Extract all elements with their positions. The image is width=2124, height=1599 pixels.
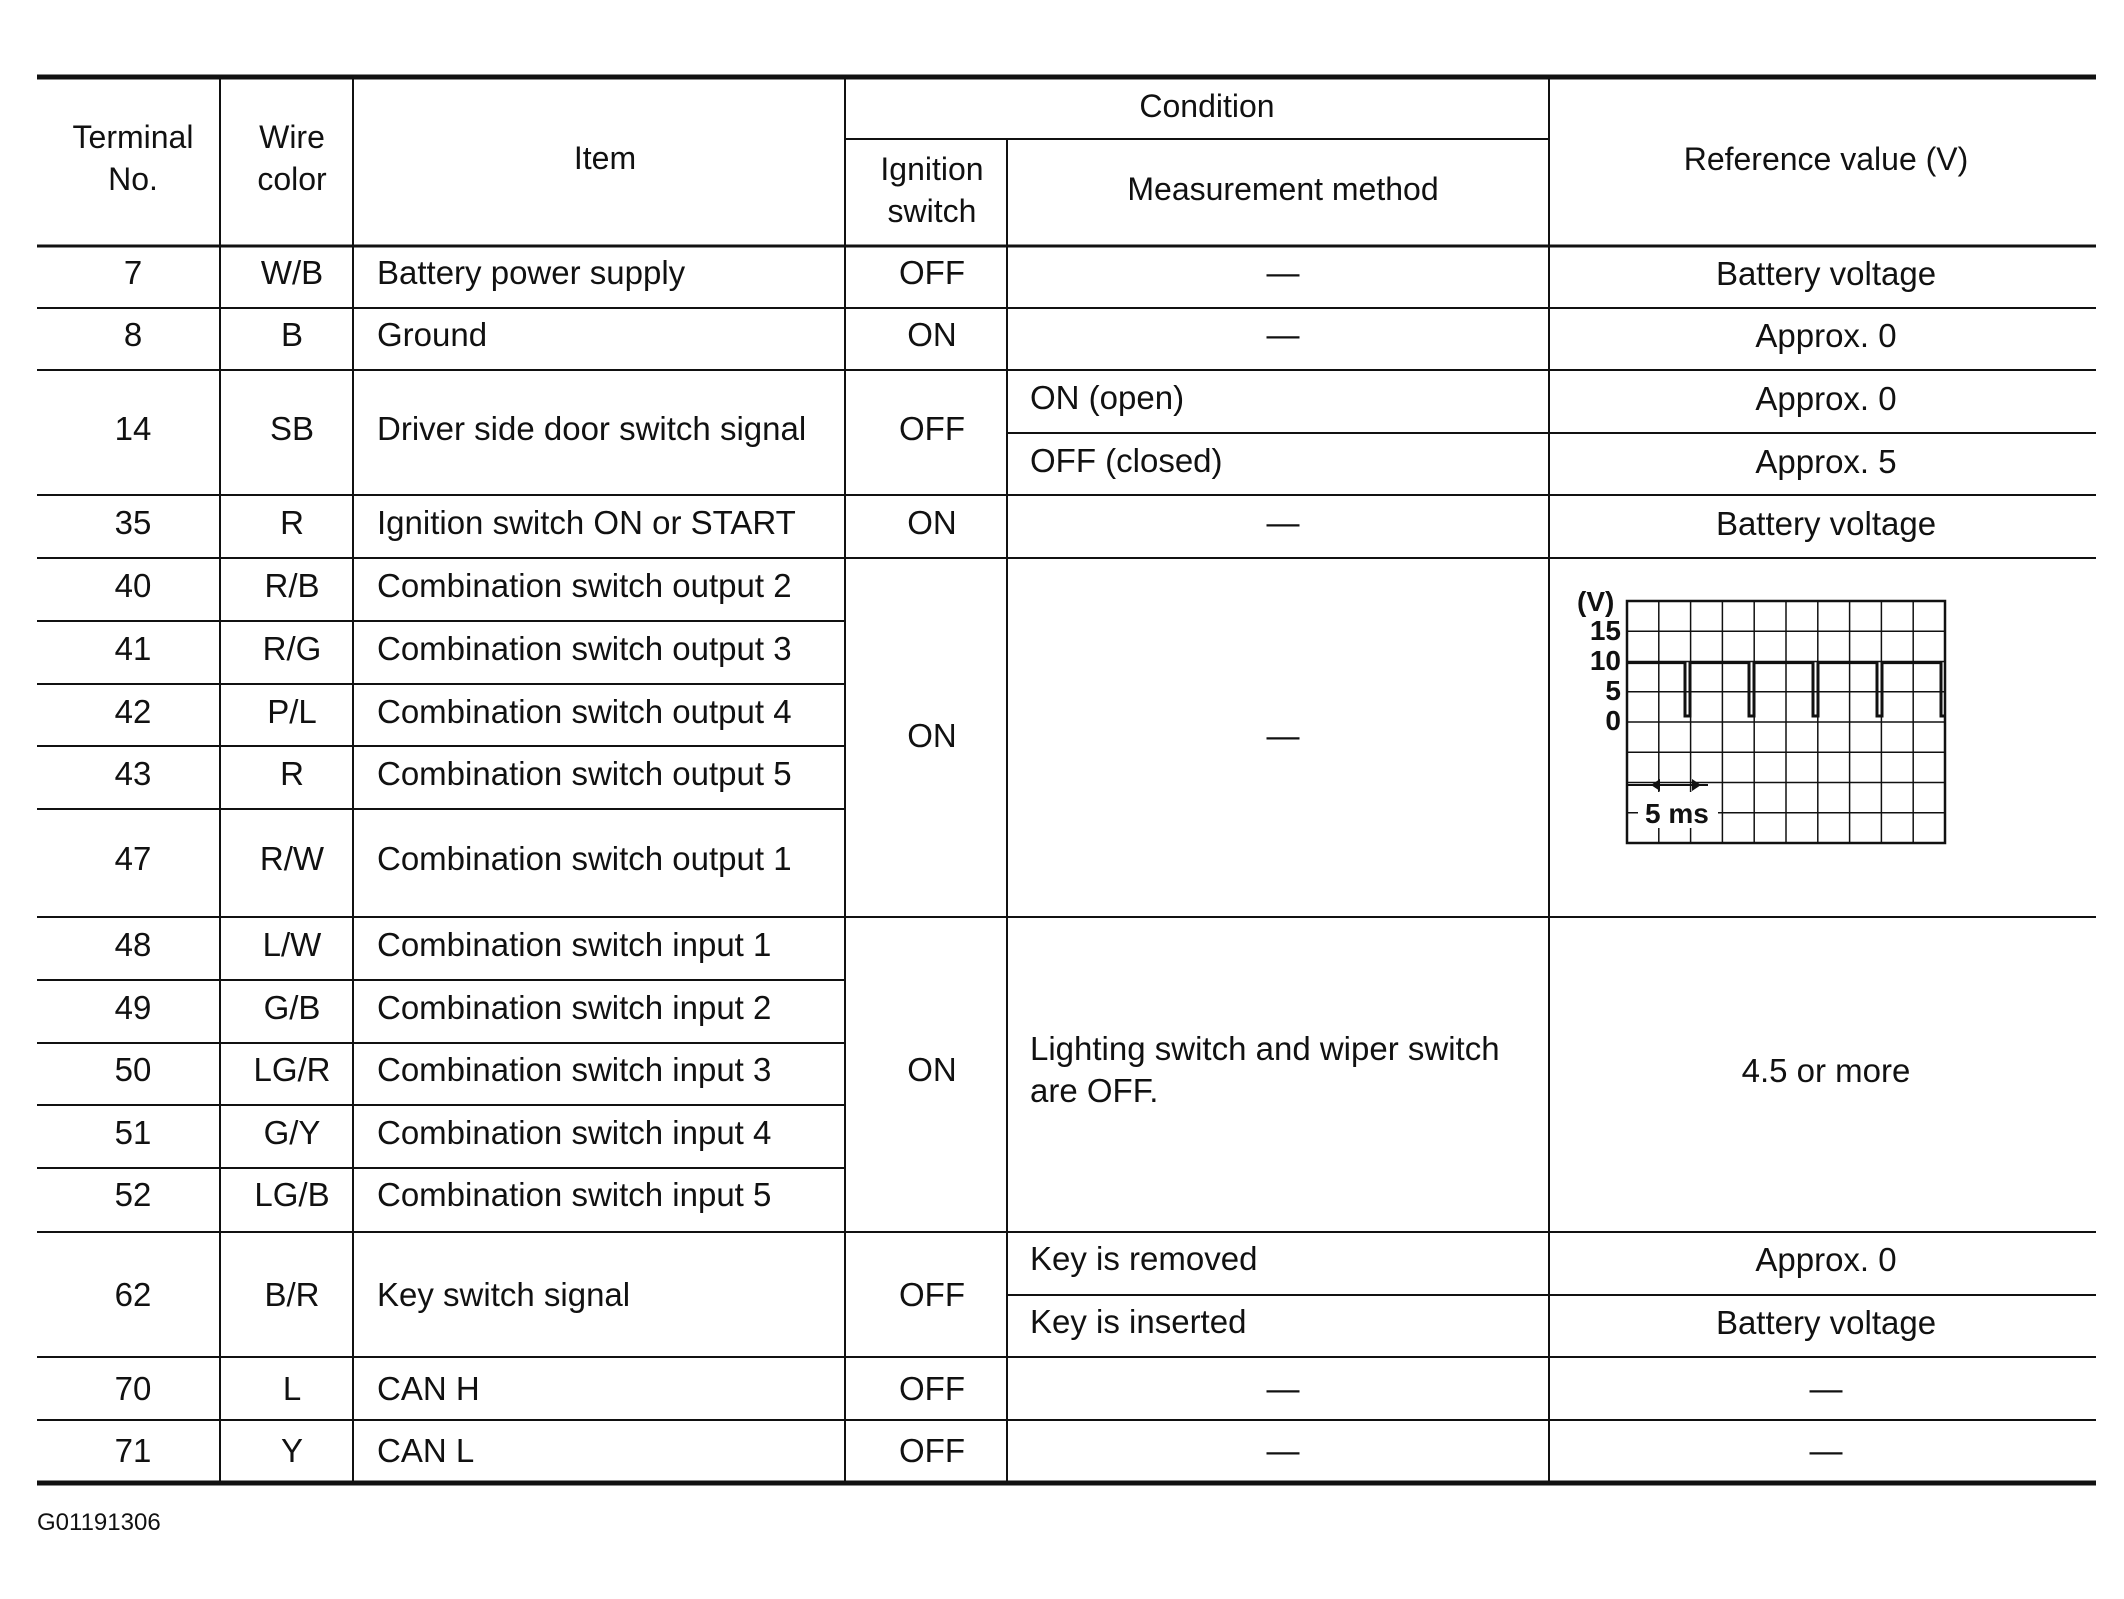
header-wire-line1: Wire bbox=[259, 119, 325, 155]
measurement-method: — bbox=[1266, 1370, 1300, 1407]
item-name: Combination switch input 5 bbox=[377, 1176, 772, 1213]
terminal-no: 71 bbox=[114, 1432, 152, 1469]
terminal-no: 70 bbox=[114, 1370, 152, 1407]
ignition-state: OFF bbox=[899, 410, 965, 447]
item-name: CAN L bbox=[377, 1432, 475, 1469]
terminal-no: 42 bbox=[114, 693, 152, 730]
terminal-no: 50 bbox=[114, 1051, 152, 1088]
terminal-no: 49 bbox=[114, 989, 152, 1026]
wire-color: LG/B bbox=[254, 1176, 330, 1213]
ignition-state: OFF bbox=[899, 1276, 965, 1313]
waveform-unit-label: (V) bbox=[1577, 586, 1615, 617]
reference-value: Approx. 5 bbox=[1755, 443, 1897, 480]
terminal-no: 47 bbox=[114, 840, 152, 877]
wire-color: R/W bbox=[259, 840, 325, 877]
header-condition: Condition bbox=[1139, 88, 1275, 124]
table-row bbox=[115, 379, 1897, 480]
wire-color: L bbox=[282, 1370, 302, 1407]
waveform-y-tick: 15 bbox=[1589, 615, 1621, 646]
waveform-y-tick: 5 bbox=[1605, 675, 1621, 706]
header-terminal-line1: Terminal bbox=[72, 119, 194, 155]
measurement-method: ON (open) bbox=[1030, 379, 1185, 416]
item-name: Combination switch output 5 bbox=[377, 755, 792, 792]
item-name: Combination switch output 2 bbox=[377, 567, 792, 604]
terminal-no: 43 bbox=[114, 755, 152, 792]
item-name: Combination switch input 2 bbox=[377, 989, 772, 1026]
item-name: Key switch signal bbox=[377, 1276, 631, 1313]
wire-color: B/R bbox=[264, 1276, 320, 1313]
item-name: Combination switch input 4 bbox=[377, 1114, 772, 1151]
table-row bbox=[115, 693, 792, 730]
header-ignition-line1: Ignition bbox=[880, 151, 984, 187]
waveform-y-tick: 0 bbox=[1605, 705, 1621, 736]
time-scale-label: 5 ms bbox=[1645, 798, 1709, 829]
item-name: Combination switch output 4 bbox=[377, 693, 792, 730]
item-name: Combination switch output 3 bbox=[377, 630, 792, 667]
table-row bbox=[115, 1370, 1843, 1407]
table-row bbox=[115, 926, 772, 963]
terminal-no: 52 bbox=[114, 1176, 152, 1213]
time-span-marker bbox=[1627, 779, 1718, 829]
measurement-method: are OFF. bbox=[1030, 1072, 1159, 1109]
reference-value: Battery voltage bbox=[1715, 255, 1937, 292]
header-terminal-line2: No. bbox=[108, 161, 158, 197]
wire-color: R/B bbox=[264, 567, 320, 604]
waveform-plot bbox=[1577, 586, 1946, 843]
measurement-method: — bbox=[1266, 504, 1300, 541]
table-row bbox=[115, 567, 792, 604]
ignition-state: ON bbox=[907, 316, 957, 353]
measurement-method: — bbox=[1266, 717, 1300, 754]
arrow-left-icon bbox=[1692, 779, 1701, 791]
table-header bbox=[73, 88, 1969, 229]
terminal-no: 8 bbox=[123, 316, 143, 353]
output-group bbox=[115, 567, 1946, 877]
wire-color: G/Y bbox=[263, 1114, 321, 1151]
reference-value: Battery voltage bbox=[1715, 505, 1937, 542]
reference-value: Approx. 0 bbox=[1755, 317, 1897, 354]
measurement-method: Key is removed bbox=[1030, 1240, 1258, 1277]
header-measurement-method: Measurement method bbox=[1127, 171, 1439, 207]
measurement-method: OFF (closed) bbox=[1030, 442, 1223, 479]
terminal-no: 14 bbox=[114, 410, 152, 447]
table-row bbox=[115, 1432, 1843, 1469]
wire-color: SB bbox=[269, 410, 315, 447]
reference-value: — bbox=[1809, 1432, 1843, 1469]
ignition-state: ON bbox=[907, 1051, 957, 1088]
waveform-y-tick: 10 bbox=[1589, 645, 1621, 676]
measurement-method: Key is inserted bbox=[1030, 1303, 1247, 1340]
table-row bbox=[115, 504, 1936, 542]
reference-value: — bbox=[1809, 1370, 1843, 1407]
terminal-no: 51 bbox=[114, 1114, 152, 1151]
ignition-state: ON bbox=[907, 504, 957, 541]
reference-value: 4.5 or more bbox=[1741, 1052, 1911, 1089]
wire-color: R bbox=[280, 755, 304, 792]
measurement-method: — bbox=[1266, 1432, 1300, 1469]
header-item: Item bbox=[573, 140, 637, 176]
header-ignition-line2: switch bbox=[887, 193, 977, 229]
terminal-no: 62 bbox=[114, 1276, 152, 1313]
terminal-no: 7 bbox=[123, 254, 143, 291]
wire-color: LG/R bbox=[253, 1051, 331, 1088]
table-row bbox=[115, 1176, 772, 1213]
reference-value: Approx. 0 bbox=[1755, 1241, 1897, 1278]
table-row bbox=[115, 755, 792, 792]
measurement-method: — bbox=[1266, 254, 1300, 291]
wire-color: G/B bbox=[263, 989, 321, 1026]
wire-color: L/W bbox=[262, 926, 322, 963]
ignition-state: OFF bbox=[899, 1432, 965, 1469]
measurement-method: Lighting switch and wiper switch bbox=[1030, 1030, 1500, 1067]
table-row bbox=[115, 1051, 772, 1088]
ignition-state: ON bbox=[907, 717, 957, 754]
figure-id: G01191306 bbox=[37, 1509, 161, 1536]
table-row bbox=[124, 254, 1936, 292]
header-reference-value: Reference value (V) bbox=[1683, 141, 1969, 177]
input-group bbox=[115, 926, 1911, 1213]
table-row bbox=[115, 840, 792, 877]
wire-color: R bbox=[280, 504, 304, 541]
arrow-right-icon bbox=[1651, 779, 1660, 791]
item-name: Combination switch output 1 bbox=[377, 840, 792, 877]
reference-value: Battery voltage bbox=[1715, 1304, 1937, 1341]
table-row bbox=[115, 1240, 1936, 1341]
measurement-method: — bbox=[1266, 316, 1300, 353]
table-row bbox=[115, 630, 792, 667]
terminal-no: 48 bbox=[114, 926, 152, 963]
wire-color: R/G bbox=[262, 630, 322, 667]
item-name: Driver side door switch signal bbox=[377, 410, 807, 447]
terminal-no: 35 bbox=[114, 504, 152, 541]
wire-color: W/B bbox=[260, 254, 324, 291]
wire-color: P/L bbox=[267, 693, 317, 730]
terminal-no: 41 bbox=[114, 630, 152, 667]
table-row bbox=[115, 989, 772, 1026]
item-name: Combination switch input 3 bbox=[377, 1051, 772, 1088]
item-name: Ignition switch ON or START bbox=[377, 504, 796, 541]
ignition-state: OFF bbox=[899, 1370, 965, 1407]
wire-color: B bbox=[280, 316, 304, 353]
table-row bbox=[115, 1114, 772, 1151]
wire-color: Y bbox=[280, 1432, 304, 1469]
item-name: CAN H bbox=[377, 1370, 480, 1407]
item-name: Ground bbox=[377, 316, 488, 353]
reference-value: Approx. 0 bbox=[1755, 380, 1897, 417]
item-name: Combination switch input 1 bbox=[377, 926, 772, 963]
terminal-no: 40 bbox=[114, 567, 152, 604]
item-name: Battery power supply bbox=[377, 254, 686, 291]
header-wire-line2: color bbox=[257, 161, 327, 197]
table-row bbox=[124, 316, 1897, 354]
ignition-state: OFF bbox=[899, 254, 965, 291]
